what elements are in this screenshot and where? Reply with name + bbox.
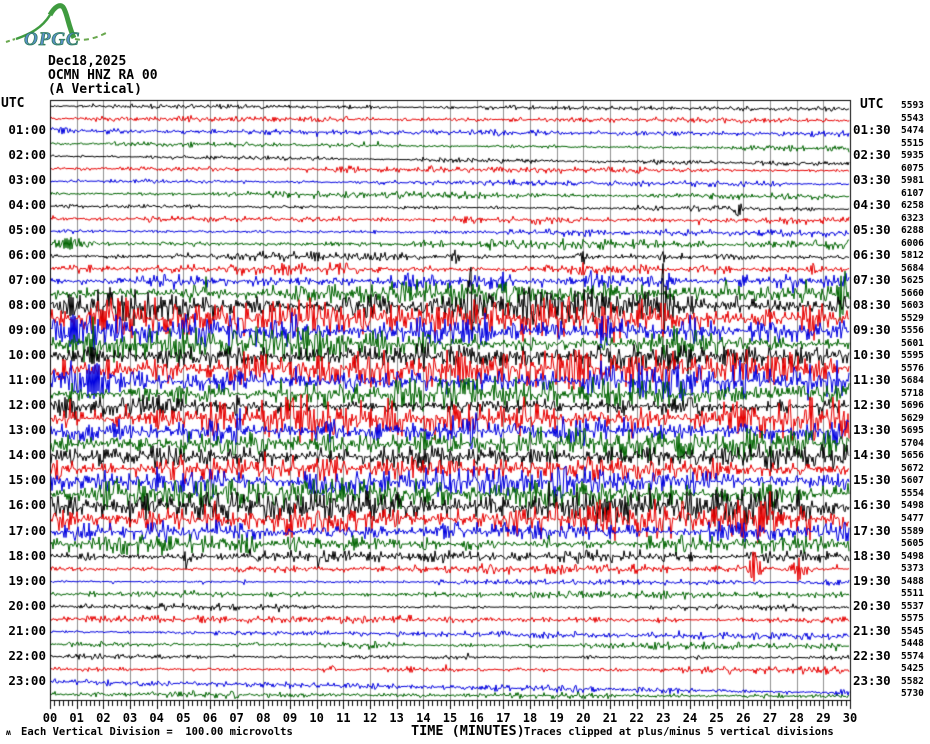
max-amplitude-value: 5601 [901, 337, 924, 349]
x-axis-title: TIME (MINUTES) [411, 723, 525, 739]
max-amplitude-value: 5718 [901, 387, 924, 399]
left-time-label: 13:00 [8, 422, 46, 438]
right-time-label: 18:30 [853, 547, 891, 563]
right-time-label: 02:30 [853, 147, 891, 163]
max-amplitude-value: 5529 [901, 312, 924, 324]
left-time-label: 04:00 [8, 197, 46, 213]
max-amplitude-value: 5595 [901, 350, 924, 362]
max-amplitude-value: 5515 [901, 137, 924, 149]
left-time-label: 01:00 [8, 122, 46, 138]
x-tick-label: 05 [176, 711, 191, 725]
x-tick-label: 21 [602, 711, 618, 725]
x-tick-label: 09 [282, 711, 298, 725]
clipping-note: Traces clipped at plus/minus 5 vertical divisions [524, 726, 834, 738]
x-tick-label: 07 [229, 711, 244, 725]
max-amplitude-value: 6323 [901, 212, 924, 224]
left-time-label: 12:00 [8, 397, 46, 413]
corner-mark: ʍ [6, 728, 11, 737]
max-amplitude-value: 5576 [901, 362, 924, 374]
max-amplitude-value: 5477 [901, 512, 924, 524]
right-time-label: 01:30 [853, 122, 891, 138]
x-tick-label: 10 [309, 711, 324, 725]
opgc-logo [2, 1, 112, 53]
left-time-label: 07:00 [8, 272, 46, 288]
max-amplitude-value: 5589 [901, 525, 924, 537]
max-amplitude-value: 5730 [901, 688, 924, 700]
max-amplitude-value: 6107 [901, 187, 924, 199]
max-amplitude-value: 5554 [901, 487, 924, 499]
right-time-label: 15:30 [853, 472, 891, 488]
max-amplitude-value: 5696 [901, 400, 924, 412]
right-time-label: 10:30 [853, 347, 891, 363]
left-time-label: 10:00 [8, 347, 46, 363]
x-tick-label: 20 [576, 711, 591, 725]
left-time-label: 20:00 [8, 597, 46, 613]
max-amplitude-value: 5812 [901, 250, 924, 262]
right-time-label: 19:30 [853, 572, 891, 588]
x-tick-label: 28 [789, 711, 804, 725]
x-tick-label: 14 [416, 711, 431, 725]
right-time-label: 13:30 [853, 422, 891, 438]
left-time-label: 23:00 [8, 672, 46, 688]
max-amplitude-value: 5935 [901, 150, 924, 162]
x-tick-label: 00 [42, 711, 58, 725]
max-amplitude-value: 6075 [901, 162, 924, 174]
right-time-label: 09:30 [853, 322, 891, 338]
max-amplitude-value: 5448 [901, 638, 924, 650]
left-time-label: 16:00 [8, 497, 46, 513]
left-time-label: 03:00 [8, 172, 46, 188]
max-amplitude-value: 5605 [901, 538, 924, 550]
x-tick-label: 27 [762, 711, 778, 725]
max-amplitude-value: 5575 [901, 613, 924, 625]
x-tick-label: 13 [389, 711, 404, 725]
max-amplitude-value: 5603 [901, 300, 924, 312]
logo-text: OPGC [24, 29, 80, 50]
max-amplitude-value: 5511 [901, 588, 924, 600]
x-tick-label: 02 [96, 711, 111, 725]
x-tick-label: 19 [549, 711, 564, 725]
x-tick-label: 04 [149, 711, 164, 725]
left-time-label: 09:00 [8, 322, 46, 338]
max-amplitude-value: 5704 [901, 437, 924, 449]
max-amplitude-value: 5474 [901, 125, 924, 137]
right-time-label: 05:30 [853, 222, 891, 238]
utc-label-right: UTC [860, 97, 884, 112]
max-amplitude-value: 5582 [901, 675, 924, 687]
max-amplitude-value: 5373 [901, 563, 924, 575]
header-station-code: OCMN HNZ RA 00 [48, 68, 158, 83]
max-amplitude-value: 6258 [901, 200, 924, 212]
right-time-label: 23:30 [853, 672, 891, 688]
right-time-label: 11:30 [853, 372, 891, 388]
max-amplitude-value: 5498 [901, 500, 924, 512]
left-time-label: 17:00 [8, 522, 46, 538]
x-tick-label: 03 [122, 711, 138, 725]
max-amplitude-value: 5672 [901, 462, 924, 474]
max-amplitude-value: 5625 [901, 275, 924, 287]
left-time-label: 14:00 [8, 447, 46, 463]
x-tick-label: 17 [496, 711, 511, 725]
x-tick-label: 06 [202, 711, 218, 725]
right-time-label: 22:30 [853, 647, 891, 663]
left-time-label: 18:00 [8, 547, 46, 563]
max-amplitude-value: 6006 [901, 237, 924, 249]
right-time-label: 20:30 [853, 597, 891, 613]
header-date: Dec18,2025 [48, 54, 127, 69]
left-time-label: 08:00 [8, 297, 46, 313]
right-time-label: 04:30 [853, 197, 891, 213]
x-tick-label: 08 [256, 711, 271, 725]
right-time-label: 03:30 [853, 172, 891, 188]
utc-label-left: UTC [1, 96, 25, 111]
right-time-label: 16:30 [853, 497, 891, 513]
x-tick-label: 18 [522, 711, 538, 725]
x-tick-label: 24 [682, 711, 698, 725]
left-time-label: 06:00 [8, 247, 46, 263]
left-time-label: 02:00 [8, 147, 46, 163]
max-amplitude-value: 5543 [901, 112, 924, 124]
left-time-label: 22:00 [8, 647, 46, 663]
max-amplitude-value: 5656 [901, 450, 924, 462]
x-tick-label: 25 [709, 711, 724, 725]
left-time-label: 11:00 [8, 372, 46, 388]
max-amplitude-value: 5537 [901, 600, 924, 612]
max-amplitude-value: 5593 [901, 100, 924, 111]
right-time-label: 08:30 [853, 297, 891, 313]
x-tick-label: 11 [336, 711, 351, 725]
left-time-label: 19:00 [8, 572, 46, 588]
max-amplitude-value: 5629 [901, 412, 924, 424]
left-time-label: 15:00 [8, 472, 46, 488]
right-time-label: 17:30 [853, 522, 891, 538]
x-tick-label: 30 [842, 711, 858, 725]
vertical-division-note: Each Vertical Division = 100.00 microvolts [21, 726, 293, 738]
left-time-label: 05:00 [8, 222, 46, 238]
right-time-label: 21:30 [853, 622, 891, 638]
x-tick-label: 16 [469, 711, 484, 725]
max-amplitude-value: 5556 [901, 325, 924, 337]
x-tick-label: 12 [362, 711, 378, 725]
x-tick-label: 23 [656, 711, 671, 725]
header-component: (A Vertical) [48, 82, 142, 97]
right-time-label: 12:30 [853, 397, 891, 413]
right-time-label: 14:30 [853, 447, 891, 463]
right-time-label: 06:30 [853, 247, 891, 263]
max-amplitude-value: 5660 [901, 287, 924, 299]
max-amplitude-value: 5981 [901, 175, 924, 187]
max-amplitude-value: 5488 [901, 575, 924, 587]
max-amplitude-value: 5574 [901, 650, 924, 662]
max-amplitude-value: 5607 [901, 475, 924, 487]
x-tick-label: 29 [816, 711, 831, 725]
max-amplitude-value: 5545 [901, 625, 924, 637]
x-tick-label: 01 [69, 711, 84, 725]
max-amplitude-value: 6288 [901, 225, 924, 237]
x-tick-label: 22 [629, 711, 644, 725]
x-tick-label: 15 [442, 711, 458, 725]
right-time-label: 07:30 [853, 272, 891, 288]
max-amplitude-value: 5425 [901, 663, 924, 675]
max-amplitude-value: 5695 [901, 425, 924, 437]
left-time-label: 21:00 [8, 622, 46, 638]
max-amplitude-value: 5684 [901, 375, 924, 387]
max-amplitude-value: 5498 [901, 550, 924, 562]
max-amplitude-value: 5684 [901, 262, 924, 274]
x-tick-label: 26 [736, 711, 751, 725]
